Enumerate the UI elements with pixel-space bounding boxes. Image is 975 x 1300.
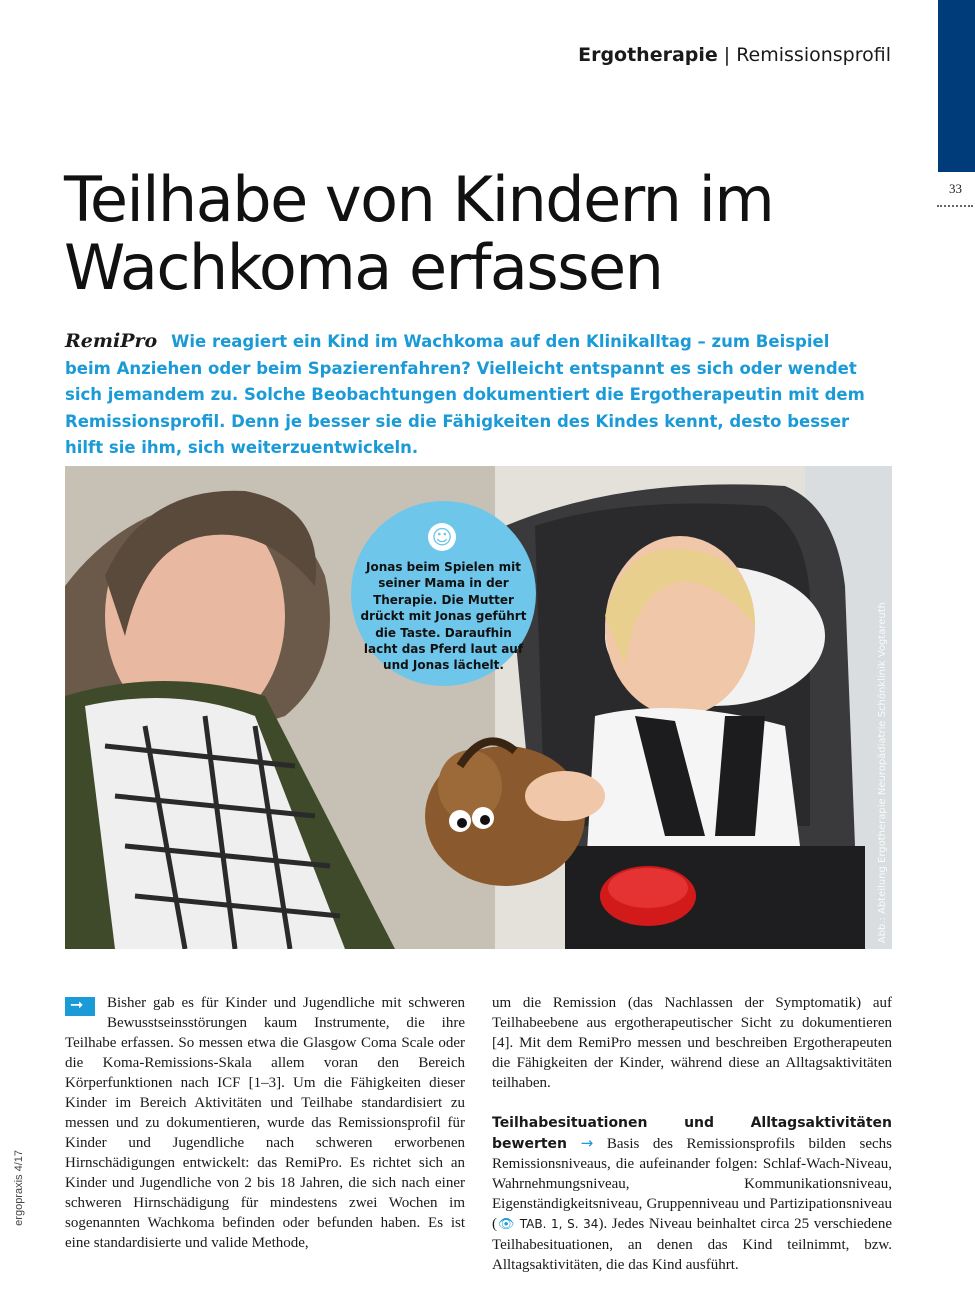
body-paragraph-2: um die Remission (das Nachlassen der Symptomatik) auf Teilhabeebene aus ergotherapeutischer Sicht zu dokumentieren [4]. Mit dem RemiPro messen und beschreiben Ergotherapeuten die Fähigkeiten der Kinder, während diese an Alltagsaktivitäten teilhaben. [492, 995, 892, 1091]
section-label: Ergotherapie [578, 44, 718, 66]
body-column-1 [65, 993, 465, 1253]
eye-icon: 👁 [497, 1217, 516, 1232]
body-column-2 [492, 993, 892, 1275]
photo-credit: Abb.: Abteilung Ergotherapie Neuropädiatrie Schönklinik Vogtareuth [877, 601, 888, 943]
smiley-icon: ☺ [428, 523, 456, 551]
section-color-tab [938, 0, 975, 172]
header-separator: | [723, 44, 731, 66]
journal-footer: ergopraxis 4/17 [13, 1150, 25, 1226]
subheading-arrow-icon: → [580, 1134, 594, 1152]
intro-text: Wie reagiert ein Kind im Wachkoma auf den Klinikalltag – zum Beispiel beim Anziehen oder beim Spazierenfahren? Vielleicht entspannt es sich oder wendet sich jemandem zu. Solche Beobachtungen dokumentiert die Ergotherapeutin mit dem Remissionsprofil. Denn je besser sie die Fähigkeiten des Kindes kennt, desto besser hilft sie ihm, sich weiterzuentwickeln. [65, 332, 865, 457]
paragraph-3-text-b: ). Jedes Niveau beinhaltet circa 25 verschiedene Teilhabesituationen, an denen das Kind teilnimmt, bzw. Alltagsaktivitäten, die das Kind ausführt. [492, 1216, 893, 1273]
page-number-rule [937, 205, 973, 207]
photo-caption-bubble [351, 501, 536, 686]
subheading: Teilhabesituationen und Alltagsaktivitäten bewerten [492, 1115, 892, 1152]
body-paragraph-3 [492, 1113, 892, 1275]
paragraph-3-text-a: Basis des Remissionsprofils bilden sechs Remissionsniveaus, die aufeinander folgen: Schlaf-Wach-Niveau, Wahrnehmungsniveau, Kommunikationsniveau, Eigenständigkeitsniveau, Gruppenniveau und Partizipationsniveau ( [492, 1136, 893, 1232]
title-line-1: Teilhabe von Kindern im [64, 163, 774, 236]
photo-caption: Jonas beim Spielen mit seiner Mama in der Therapie. Die Mutter drückt mit Jonas geführt die Taste. Daraufhin lacht das Pferd laut auf und Jonas lächelt. [360, 560, 527, 673]
intro-kicker: RemiPro [65, 330, 158, 352]
topic-label: Remissionsprofil [736, 44, 891, 66]
article-title [64, 163, 884, 304]
arrow-right-icon: ➞ [65, 997, 95, 1016]
title-line-2: Wachkoma erfassen [64, 231, 663, 304]
body-paragraph-1: Bisher gab es für Kinder und Jugendliche mit schweren Bewusstseinsstörungen kaum Instrumente, die ihre Teilhabe erfassen. So messen etwa die Glasgow Coma Scale oder die Koma-Remissions-Skala allem voran den Bereich Körperfunktionen nach ICF [1–3]. Um die Fähigkeiten dieser Kinder im Bereich Aktivitäten und Teilhabe standardisiert zu messen und zu dokumentieren, wurde das Remissionsprofil für Kinder und Jugendliche nach schweren erworbenen Hirnschädigungen entwickelt: das RemiPro. Es richtet sich an Kinder und Jugendliche von 2 bis 18 Jahren, die sich nach einer schweren Hirnschädigung für mindestens zwei Wochen im sogenannten Wachkoma befinden oder befunden haben. Es ist eine standardisierte und valide Methode, [65, 995, 465, 1251]
table-reference-link[interactable]: TAB. 1, S. 34 [519, 1217, 599, 1231]
page-number: 33 [949, 181, 962, 196]
running-header [578, 44, 891, 66]
article-intro [65, 328, 865, 462]
